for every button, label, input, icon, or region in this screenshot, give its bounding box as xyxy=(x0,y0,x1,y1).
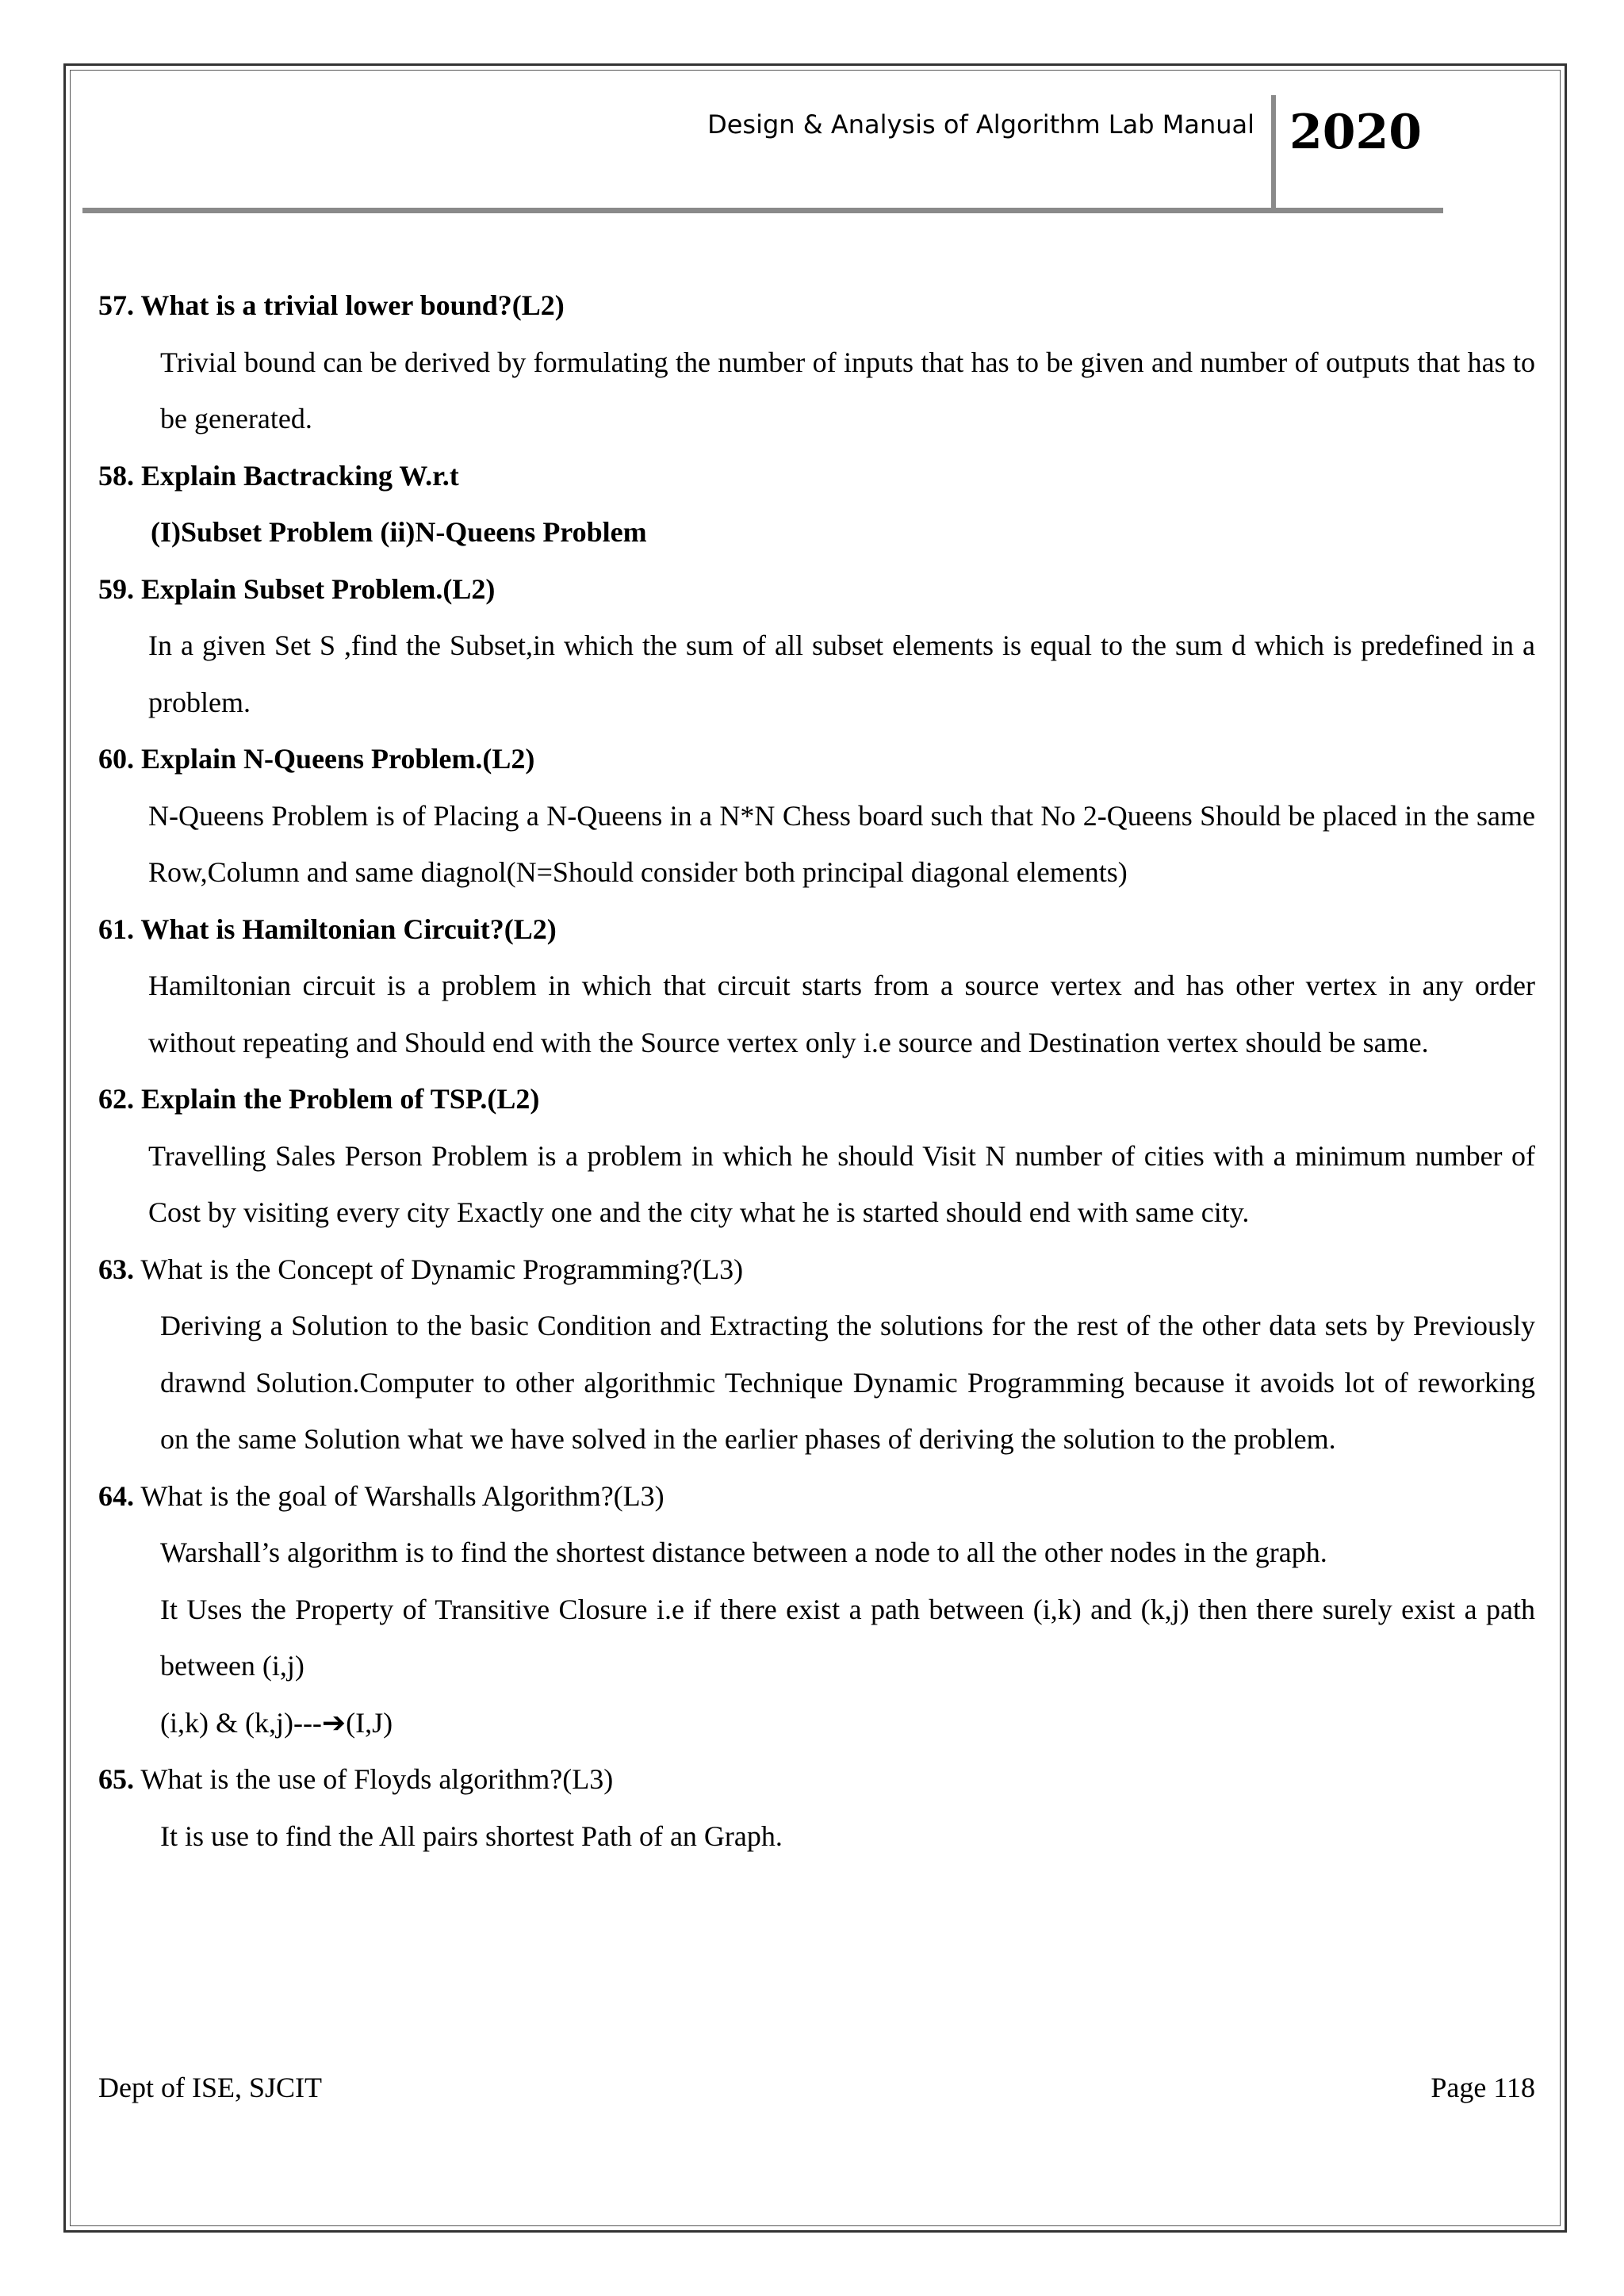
header-year: 2020 xyxy=(1289,105,1422,160)
answer-64-line-3: (i,k) & (k,j)---➔(I,J) xyxy=(160,1706,393,1739)
question-58: 58. Explain Bactracking W.r.t xyxy=(98,459,459,492)
question-60: 60. Explain N-Queens Problem.(L2) xyxy=(98,743,535,775)
question-59: 59. Explain Subset Problem.(L2) xyxy=(98,572,496,605)
answer-62: Travelling Sales Person Problem is a problem in which he should Visit N number of cities with a minimum number of Cost by visiting every city Exactly one and the city what he is started should end with same city. xyxy=(148,1139,1535,1228)
header-divider-vertical xyxy=(1271,95,1276,210)
question-65: 65. What is the use of Floyds algorithm?(L3) xyxy=(98,1763,614,1795)
header-title: Design & Analysis of Algorithm Lab Manual xyxy=(707,109,1254,140)
qa-content xyxy=(98,277,1535,1865)
header-divider-horizontal xyxy=(82,208,1443,213)
answer-64-line-1: Warshall’s algorithm is to find the shortest distance between a node to all the other nodes in the graph. xyxy=(160,1536,1327,1568)
question-64: 64. What is the goal of Warshalls Algorithm?(L3) xyxy=(98,1479,665,1512)
answer-64-line-2: It Uses the Property of Transitive Closure i.e if there exist a path between (i,k) and (k,j) then there surely exist a path between (i,j) xyxy=(160,1593,1535,1682)
question-57: 57. What is a trivial lower bound?(L2) xyxy=(98,289,565,321)
answer-63: Deriving a Solution to the basic Condition and Extracting the solutions for the rest of the other data sets by Previously drawnd Solution.Computer to other algorithmic Technique Dynamic Programming because it avoids lot of reworking on the same Solution what we have solved in the earlier phases of deriving the solution to the problem. xyxy=(160,1310,1535,1455)
footer-page-number: Page 118 xyxy=(1431,2072,1535,2103)
answer-57: Trivial bound can be derived by formulating the number of inputs that has to be given and number of outputs that has to be generated. xyxy=(160,346,1535,434)
question-62: 62. Explain the Problem of TSP.(L2) xyxy=(98,1083,540,1115)
answer-65: It is use to find the All pairs shortest Path of an Graph. xyxy=(160,1820,783,1852)
footer-department: Dept of ISE, SJCIT xyxy=(98,2072,322,2103)
answer-61: Hamiltonian circuit is a problem in which that circuit starts from a source vertex and has other vertex in any order without repeating and Should end with the Source vertex only i.e source and Destination vertex should be same. xyxy=(148,970,1535,1058)
question-58-subparts: (I)Subset Problem (ii)N-Queens Problem xyxy=(151,516,647,548)
question-63: 63. What is the Concept of Dynamic Programming?(L3) xyxy=(98,1253,744,1285)
answer-59: In a given Set S ,find the Subset,in which the sum of all subset elements is equal to the sum d which is predefined in a problem. xyxy=(148,629,1535,718)
question-61: 61. What is Hamiltonian Circuit?(L2) xyxy=(98,913,557,945)
answer-60: N-Queens Problem is of Placing a N-Queens in a N*N Chess board such that No 2-Queens Should be placed in the same Row,Column and same diagnol(N=Should consider both principal diagonal elements) xyxy=(148,799,1535,888)
